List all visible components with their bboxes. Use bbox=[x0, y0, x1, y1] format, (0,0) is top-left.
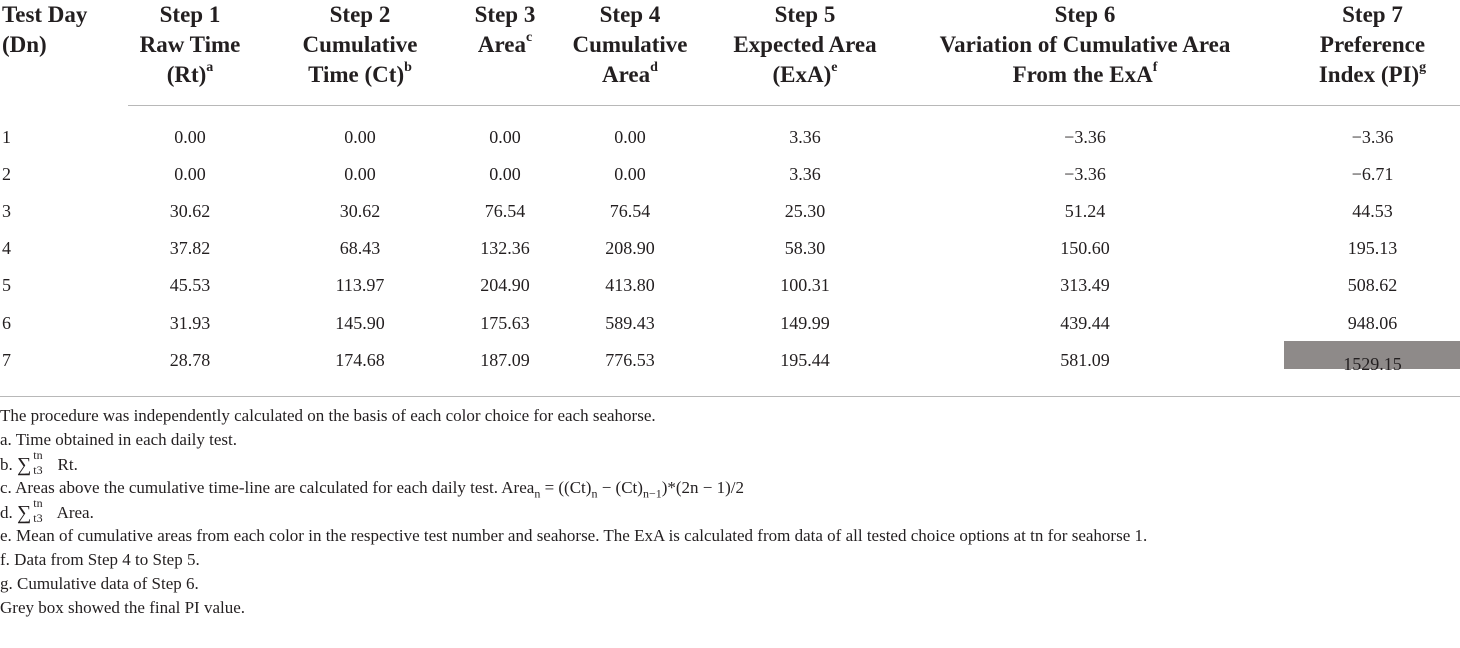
table-footnotes bbox=[0, 404, 1460, 620]
sum-symbol: ∑ bbox=[17, 502, 32, 524]
header-test-day: Test Day (Dn) bbox=[2, 2, 88, 57]
note-grey-box: Grey box showed the final PI value. bbox=[0, 598, 246, 617]
footer-rule bbox=[0, 396, 1460, 397]
table-row: 3 30.62 30.62 76.54 76.54 25.30 51.24 44.53 bbox=[2, 201, 1393, 221]
header-step-4: Step 4 Cumulative Area$^d$ bbox=[572, 2, 688, 87]
note-a: a. Time obtained in each daily test. bbox=[0, 430, 238, 449]
sum-limits: tn t3 bbox=[33, 496, 43, 525]
table-row: 6 31.93 145.90 175.63 589.43 149.99 439.44 948.06 bbox=[2, 313, 1398, 333]
note-intro: The procedure was independently calculated on the basis of each color choice for each seahorse. bbox=[0, 406, 656, 425]
note-b: b. ∑ tn t3 Rt. bbox=[0, 448, 78, 477]
table-header bbox=[0, 0, 1460, 104]
table-row: 4 37.82 68.43 132.36 208.90 58.30 150.60 195.13 bbox=[2, 238, 1398, 258]
header-step-2: Step 2 Cumulative Time $(Ct)^b$ bbox=[302, 2, 418, 87]
table-row: 7 28.78 174.68 187.09 776.53 195.44 581.09 1529.15 bbox=[0, 342, 1460, 379]
table-row: 5 45.53 113.97 204.90 413.80 100.31 313.49 508.62 bbox=[2, 275, 1398, 295]
header-step-7: Step 7 Preference Index (PI)$^g$ bbox=[1318, 2, 1427, 87]
table-row: 2 0.00 0.00 0.00 0.00 3.36 −3.36 −6.71 bbox=[2, 164, 1394, 184]
note-g: g. Cumulative data of Step 6. bbox=[0, 574, 199, 593]
header-step-6: Step 6 Variation of Cumulative Area From the ExA$^f$ bbox=[939, 2, 1231, 87]
note-c: c. Areas above the cumulative time-line are calculated for each daily test. Area$_n$ = $((Ct)_n - (Ct)_{n-1})*(2n - 1)/2$ bbox=[0, 478, 745, 501]
note-d: d. ∑ tn t3 Area. bbox=[0, 496, 94, 525]
header-step-5: Step 5 Expected Area (ExA)$^e$ bbox=[733, 2, 877, 87]
header-step-3: Step 3 Area$^c$ bbox=[474, 2, 536, 57]
final-pi-value: 1529.15 bbox=[1343, 354, 1402, 374]
sum-limits: tn t3 bbox=[33, 448, 43, 477]
table-row: 1 0.00 0.00 0.00 0.00 3.36 −3.36 −3.36 bbox=[2, 127, 1394, 147]
note-e: e. Mean of cumulative areas from each color in the respective test number and seahorse. The ExA is calculated from data of all tested choice options at tn for seahorse 1. bbox=[0, 526, 1148, 545]
note-f: f. Data from Step 4 to Step 5. bbox=[0, 550, 200, 569]
header-rule bbox=[128, 105, 1460, 106]
header-step-1: Step 1 Raw Time $(Rt)^a$ bbox=[139, 2, 241, 87]
sum-symbol: ∑ bbox=[17, 454, 32, 476]
